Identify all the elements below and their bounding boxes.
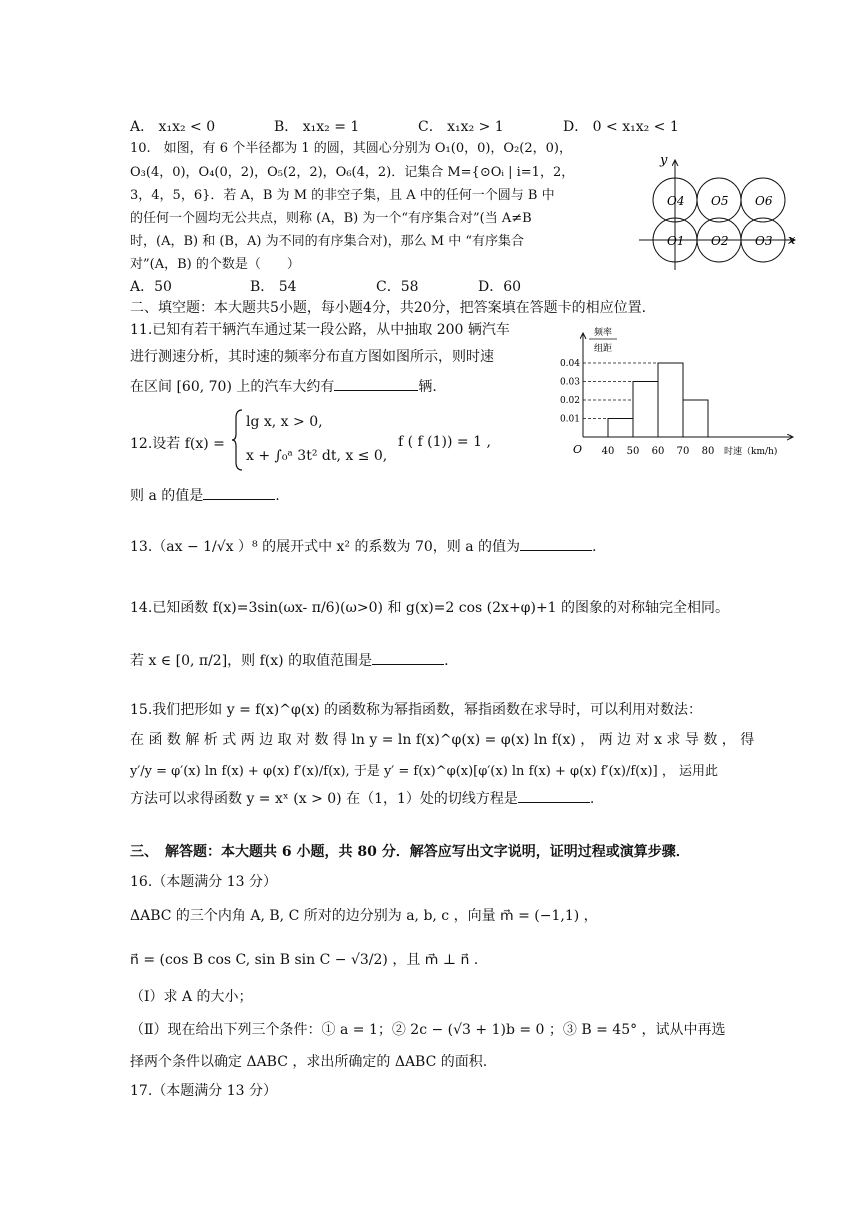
label-o5: O5 bbox=[711, 194, 729, 208]
q12-condition: f ( f (1)) = 1 , bbox=[398, 434, 491, 450]
q13-suffix: . bbox=[592, 539, 597, 555]
q10-line: 10. 如图，有 6 个半径都为 1 的圆，其圆心分别为 O₁(0，0)，O₂(2，0)， bbox=[130, 141, 572, 156]
q12-prefix: 12.设若 f(x) = bbox=[130, 436, 225, 452]
histogram-bar bbox=[633, 382, 658, 438]
x-tick-label: 60 bbox=[651, 446, 665, 457]
histogram-bar bbox=[683, 400, 708, 437]
q10-line: 3，4，5，6}．若 A，B 为 M 的非空子集，且 A 中的任何一个圆与 B 中 bbox=[130, 188, 555, 203]
histogram-bar bbox=[658, 363, 683, 437]
q10-line: 时，(A，B) 和 (B，A) 为不同的有序集合对)，那么 M 中 “有序集合 bbox=[130, 234, 524, 249]
x-tick-label: 50 bbox=[626, 446, 640, 457]
y-tick-label: 0.04 bbox=[559, 359, 580, 369]
q10-option-c: C．58 bbox=[376, 279, 419, 295]
label-o2: O2 bbox=[711, 234, 729, 248]
q14-line2 bbox=[130, 650, 449, 671]
q10-line: 的任何一个圆均无公共点，则称 (A，B) 为一个“有序集合对”(当 A≠B bbox=[130, 211, 532, 226]
x-tick-label: 40 bbox=[601, 446, 615, 457]
y-axis-label-bottom: 组距 bbox=[593, 344, 613, 354]
q13-expression: 13.（ax − 1/√x ）⁸ 的展开式中 x² 的系数为 70，则 a 的值为 bbox=[130, 539, 521, 555]
q12-case-2: x + ∫₀ᵃ 3t² dt, x ≤ 0, bbox=[246, 448, 388, 464]
q14-line1: 14.已知函数 f(x)=3sin(ωx- π/6)(ω>0) 和 g(x)=2 cos (2x+φ)+1 的图象的对称轴完全相同。 bbox=[130, 600, 730, 616]
label-o4: O4 bbox=[667, 194, 685, 208]
q10-option-a: A．50 bbox=[130, 279, 172, 295]
section2-heading: 二、填空题：本大题共5小题，每小题4分，共20分，把答案填在答题卡的相应位置. bbox=[130, 300, 647, 316]
q15-line1: 15.我们把形如 y = f(x)^φ(x) 的函数称为幂指函数，幂指函数在求导时，可以利用对数法： bbox=[130, 702, 703, 718]
q9-option-d: D． 0 < x₁x₂ < 1 bbox=[563, 119, 679, 135]
y-tick-label: 0.03 bbox=[559, 377, 580, 388]
q15-line2: 在 函 数 解 析 式 两 边 取 对 数 得 ln y = ln f(x)^φ(x) = φ(x) ln f(x) ， 两 边 对 x 求 导 数 ， 得 bbox=[130, 732, 755, 748]
q15-suffix: . bbox=[589, 791, 595, 807]
y-axis-label-top: 频率 bbox=[593, 328, 613, 338]
axis-label-x: x bbox=[788, 233, 796, 248]
q11-suffix: 辆. bbox=[418, 379, 437, 395]
q15-question: 方法可以求得函数 y = xˣ (x > 0) 在（1，1）处的切线方程是 bbox=[130, 791, 518, 807]
answer-blank[interactable] bbox=[203, 485, 275, 500]
label-o3: O3 bbox=[755, 234, 773, 248]
y-tick-label: 0.02 bbox=[559, 396, 580, 406]
q12-line2 bbox=[130, 485, 280, 506]
q11-line-3 bbox=[130, 376, 437, 397]
brace-icon bbox=[232, 408, 244, 472]
q9-option-c: C． x₁x₂ > 1 bbox=[418, 119, 504, 135]
histogram-bar bbox=[608, 419, 633, 438]
q16-part2a: （Ⅱ）现在给出下列三个条件：① a = 1；② 2c − (√3 + 1)b = 0 ；③ B = 45° ，试从中再选 bbox=[130, 1022, 726, 1038]
section3-heading: 三、 解答题：本大题共 6 小题，共 80 分．解答应写出文字说明，证明过程或演算步骤． bbox=[130, 844, 690, 860]
answer-blank[interactable] bbox=[518, 788, 590, 803]
q10-option-d: D．60 bbox=[478, 279, 522, 295]
q12-question: 则 a 的值是 bbox=[130, 488, 204, 504]
q11-line: 11.已知有若干辆汽车通过某一段公路，从中抽取 200 辆汽车 bbox=[130, 322, 510, 338]
label-o1: O1 bbox=[667, 234, 685, 248]
q12-suffix: . bbox=[275, 488, 280, 504]
x-tick-label: 70 bbox=[676, 446, 690, 457]
q16-part1: （Ⅰ）求 A 的大小； bbox=[130, 989, 253, 1005]
q11-line: 在区间 [60, 70) 上的汽车大约有 bbox=[130, 379, 335, 395]
q10-line: O₃(4，0)，O₄(0，2)，O₅(2，2)，O₆(4，2)．记集合 M={⊙Oᵢ | i=1，2， bbox=[130, 165, 575, 180]
q16-part2b: 择两个条件以确定 ΔABC ，求出所确定的 ΔABC 的面积. bbox=[130, 1054, 488, 1070]
q12-case-1: lg x, x > 0, bbox=[246, 414, 323, 430]
q11-line: 进行测速分析，其时速的频率分布直方图如图所示，则时速 bbox=[130, 349, 494, 365]
q13-line bbox=[130, 536, 596, 557]
q16-line1: ΔABC 的三个内角 A, B, C 所对的边分别为 a, b, c ，向量 m⃗ = (−1,1) ， bbox=[130, 908, 598, 924]
answer-blank[interactable] bbox=[520, 536, 592, 551]
axis-label-y: y bbox=[660, 153, 668, 168]
x-axis-label: 时速（km/h) bbox=[724, 447, 778, 457]
q15-line3: y′/y = φ′(x) ln f(x) + φ(x) f′(x)/f(x), 于是 y′ = f(x)^φ(x)[φ′(x) ln f(x) + φ(x) f′(x)/f(x)] ， 运用此 bbox=[130, 764, 718, 779]
answer-blank[interactable] bbox=[334, 376, 418, 391]
q9-option-a: A． x₁x₂ < 0 bbox=[130, 119, 216, 135]
x-tick-label: 80 bbox=[701, 446, 715, 457]
q15-line4 bbox=[130, 788, 594, 809]
answer-blank[interactable] bbox=[372, 650, 444, 665]
label-o6: O6 bbox=[755, 194, 773, 208]
histogram-chart bbox=[555, 325, 800, 470]
q10-option-b: B． 54 bbox=[250, 279, 297, 295]
q9-option-b: B． x₁x₂ = 1 bbox=[274, 119, 360, 135]
q16-line2: n⃗ = (cos B cos C, sin B sin C − √3/2) ，且 m⃗ ⊥ n⃗ . bbox=[130, 952, 479, 968]
q14-question: 若 x ∈ [0, π/2]，则 f(x) 的取值范围是 bbox=[130, 653, 373, 669]
q16-header: 16.（本题满分 13 分） bbox=[130, 874, 277, 890]
circles-figure bbox=[635, 148, 810, 273]
q10-line: 对”(A，B) 的个数是（ ） bbox=[130, 257, 300, 272]
origin-label: O bbox=[573, 443, 583, 456]
q14-suffix: . bbox=[444, 653, 449, 669]
q17-header: 17.（本题满分 13 分） bbox=[130, 1083, 277, 1099]
y-tick-label: 0.01 bbox=[559, 414, 580, 425]
